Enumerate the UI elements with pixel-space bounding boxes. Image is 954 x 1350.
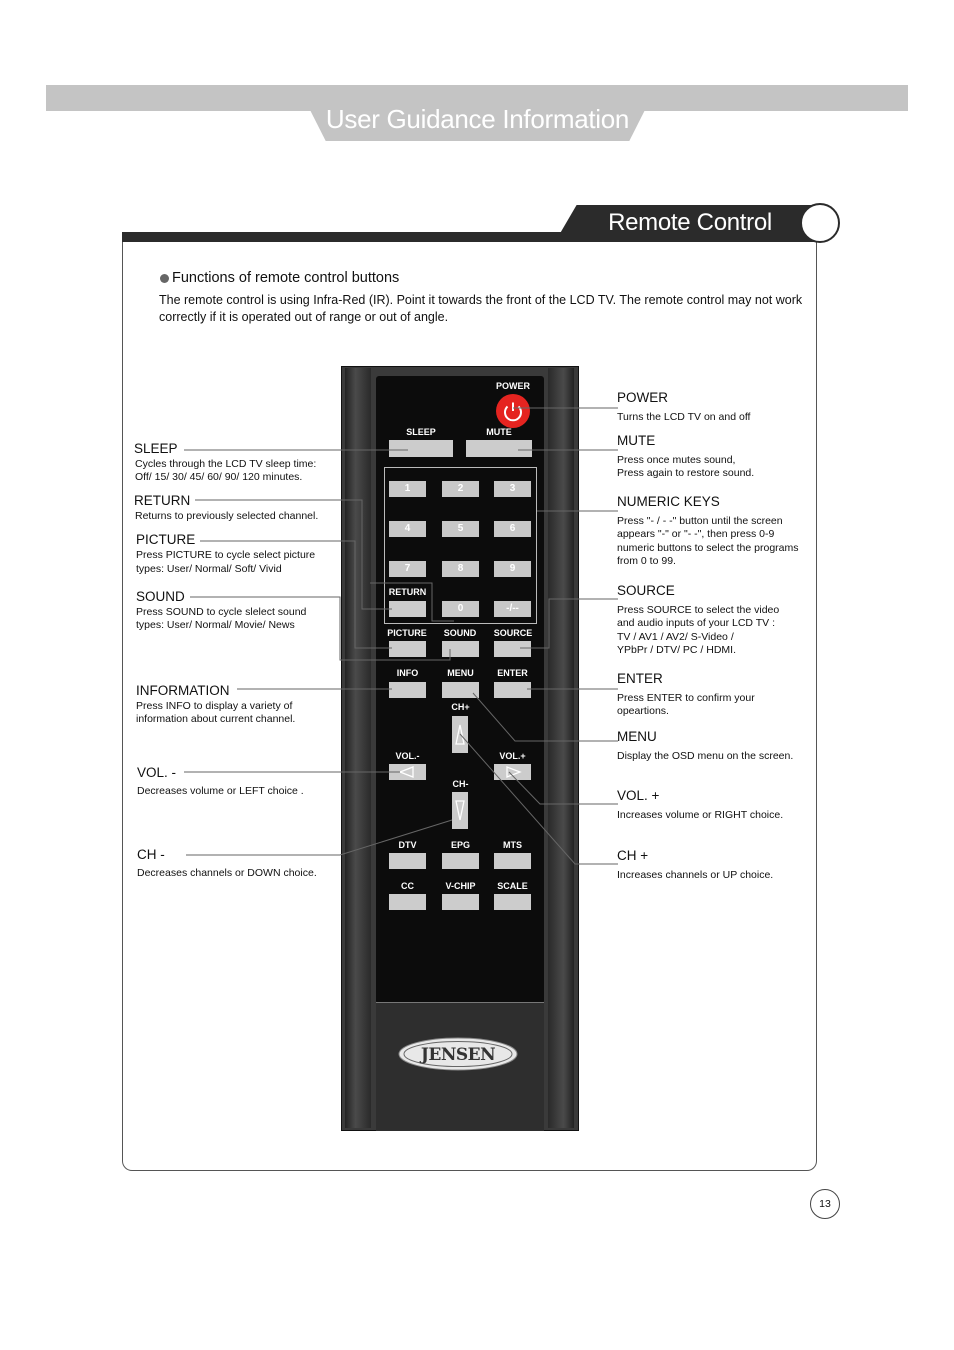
callout-sleep-desc-1: Cycles through the LCD TV sleep time: [135, 458, 317, 470]
callout-picture-desc-1: Press PICTURE to cycle select picture [136, 549, 316, 561]
page-number: 13 [810, 1189, 840, 1219]
callout-menu-title: MENU [617, 729, 657, 744]
remote-label-ch-up: CH+ [451, 702, 470, 712]
remote-num-6: 6 [494, 521, 531, 537]
callout-menu-desc: Display the OSD menu on the screen. [617, 750, 794, 762]
remote-label-ch-down: CH- [452, 779, 469, 789]
remote-num-8: 8 [442, 561, 479, 577]
remote-num-5: 5 [442, 521, 479, 537]
callout-sound-title: SOUND [136, 589, 185, 604]
callout-sound-desc-1: Press SOUND to cycle slelect sound [136, 606, 307, 618]
callout-sound-desc-2: types: User/ Normal/ Movie/ News [136, 619, 295, 631]
callout-information-desc-2: information about current channel. [136, 713, 296, 725]
remote-label-sound: SOUND [443, 628, 477, 638]
remote-num-2: 2 [442, 481, 479, 497]
callout-vol-up-desc: Increases volume or RIGHT choice. [617, 809, 784, 821]
remote-label-vol-down: VOL.- [395, 751, 420, 761]
callout-information-title: INFORMATION [136, 683, 230, 698]
remote-label-picture: PICTURE [387, 628, 427, 638]
callout-ch-down-desc: Decreases channels or DOWN choice. [137, 867, 317, 879]
callout-vol-down-title: VOL. - [137, 765, 177, 780]
callout-source-title: SOURCE [617, 583, 675, 598]
callout-return-title: RETURN [134, 493, 191, 508]
callout-enter-title: ENTER [617, 671, 663, 686]
remote-label-info: INFO [396, 668, 419, 678]
callout-numeric-desc-3: numeric buttons to select the programs [617, 542, 799, 554]
remote-num-1: 1 [389, 481, 426, 497]
remote-label-epg: EPG [450, 840, 470, 850]
callout-ch-down-title: CH - [137, 847, 165, 862]
callout-numeric-title: NUMERIC KEYS [617, 494, 720, 509]
intro-text: The remote control is using Infra-Red (IR). Point it towards the front of the LCD TV. The remote control may not work correctly if it is operated out of range or out of angle. [159, 293, 803, 324]
callout-numeric-desc-2: appears "-" or "- -", then press 0-9 [617, 528, 775, 540]
remote-num-7: 7 [389, 561, 426, 577]
page-title: User Guidance Information [325, 104, 630, 134]
callout-mute-title: MUTE [617, 433, 656, 448]
remote-num-0: 0 [442, 601, 479, 617]
remote-label-sleep: SLEEP [406, 427, 436, 437]
callout-picture-desc-2: types: User/ Normal/ Soft/ Vivid [136, 563, 282, 575]
remote-num-4: 4 [389, 521, 426, 537]
callout-vol-up-title: VOL. + [617, 788, 660, 803]
remote-label-return: RETURN [388, 587, 427, 597]
callout-information-desc-1: Press INFO to display a variety of [136, 700, 293, 712]
callout-return-desc: Returns to previously selected channel. [135, 510, 319, 522]
remote-label-vchip: V-CHIP [445, 881, 476, 891]
callout-sleep-title: SLEEP [134, 441, 178, 456]
remote-label-dtv: DTV [398, 840, 417, 850]
remote-label-scale: SCALE [497, 881, 528, 891]
callout-power-title: POWER [617, 390, 669, 405]
callout-source-desc-1: Press SOURCE to select the video [617, 604, 780, 616]
remote-num-3: 3 [494, 481, 531, 497]
remote-label-vol-up: VOL.+ [499, 751, 526, 761]
section-title: Remote Control [608, 209, 772, 236]
callout-enter-desc-1: Press ENTER to confirm your [617, 692, 755, 704]
remote-num-9: 9 [494, 561, 531, 577]
callout-sleep-desc-2: Off/ 15/ 30/ 45/ 60/ 90/ 120 minutes. [135, 471, 303, 483]
remote-label-enter: ENTER [497, 668, 528, 678]
remote-dash-button: -/-- [494, 601, 531, 617]
callout-source-desc-4: YPbPr / DTV/ PC / HDMI. [617, 644, 737, 656]
callout-numeric-desc-4: from 0 to 99. [617, 555, 676, 567]
callout-vol-down-desc: Decreases volume or LEFT choice . [137, 785, 304, 797]
callout-ch-up-desc: Increases channels or UP choice. [617, 869, 774, 881]
callout-picture-title: PICTURE [136, 532, 196, 547]
callout-mute-desc-2: Press again to restore sound. [617, 467, 755, 479]
remote-label-source: SOURCE [493, 628, 533, 638]
functions-heading-text: Functions of remote control buttons [172, 270, 400, 286]
svg-text:JENSEN: JENSEN [420, 1045, 496, 1065]
callout-power-desc: Turns the LCD TV on and off [617, 411, 751, 423]
remote-label-cc: CC [401, 881, 414, 891]
remote-label-mts: MTS [503, 840, 522, 850]
callout-enter-desc-2: opeartions. [617, 705, 669, 717]
remote-label-menu: MENU [447, 668, 474, 678]
remote-label-mute: MUTE [486, 427, 512, 437]
callout-source-desc-2: and audio inputs of your LCD TV : [617, 617, 775, 629]
callout-mute-desc-1: Press once mutes sound, [617, 454, 736, 466]
callout-numeric-desc-1: Press "- / - -" button until the screen [617, 515, 783, 527]
remote-label-power: POWER [495, 381, 530, 391]
callout-ch-up-title: CH + [617, 848, 649, 863]
callout-source-desc-3: TV / AV1 / AV2/ S-Video / [617, 631, 734, 643]
